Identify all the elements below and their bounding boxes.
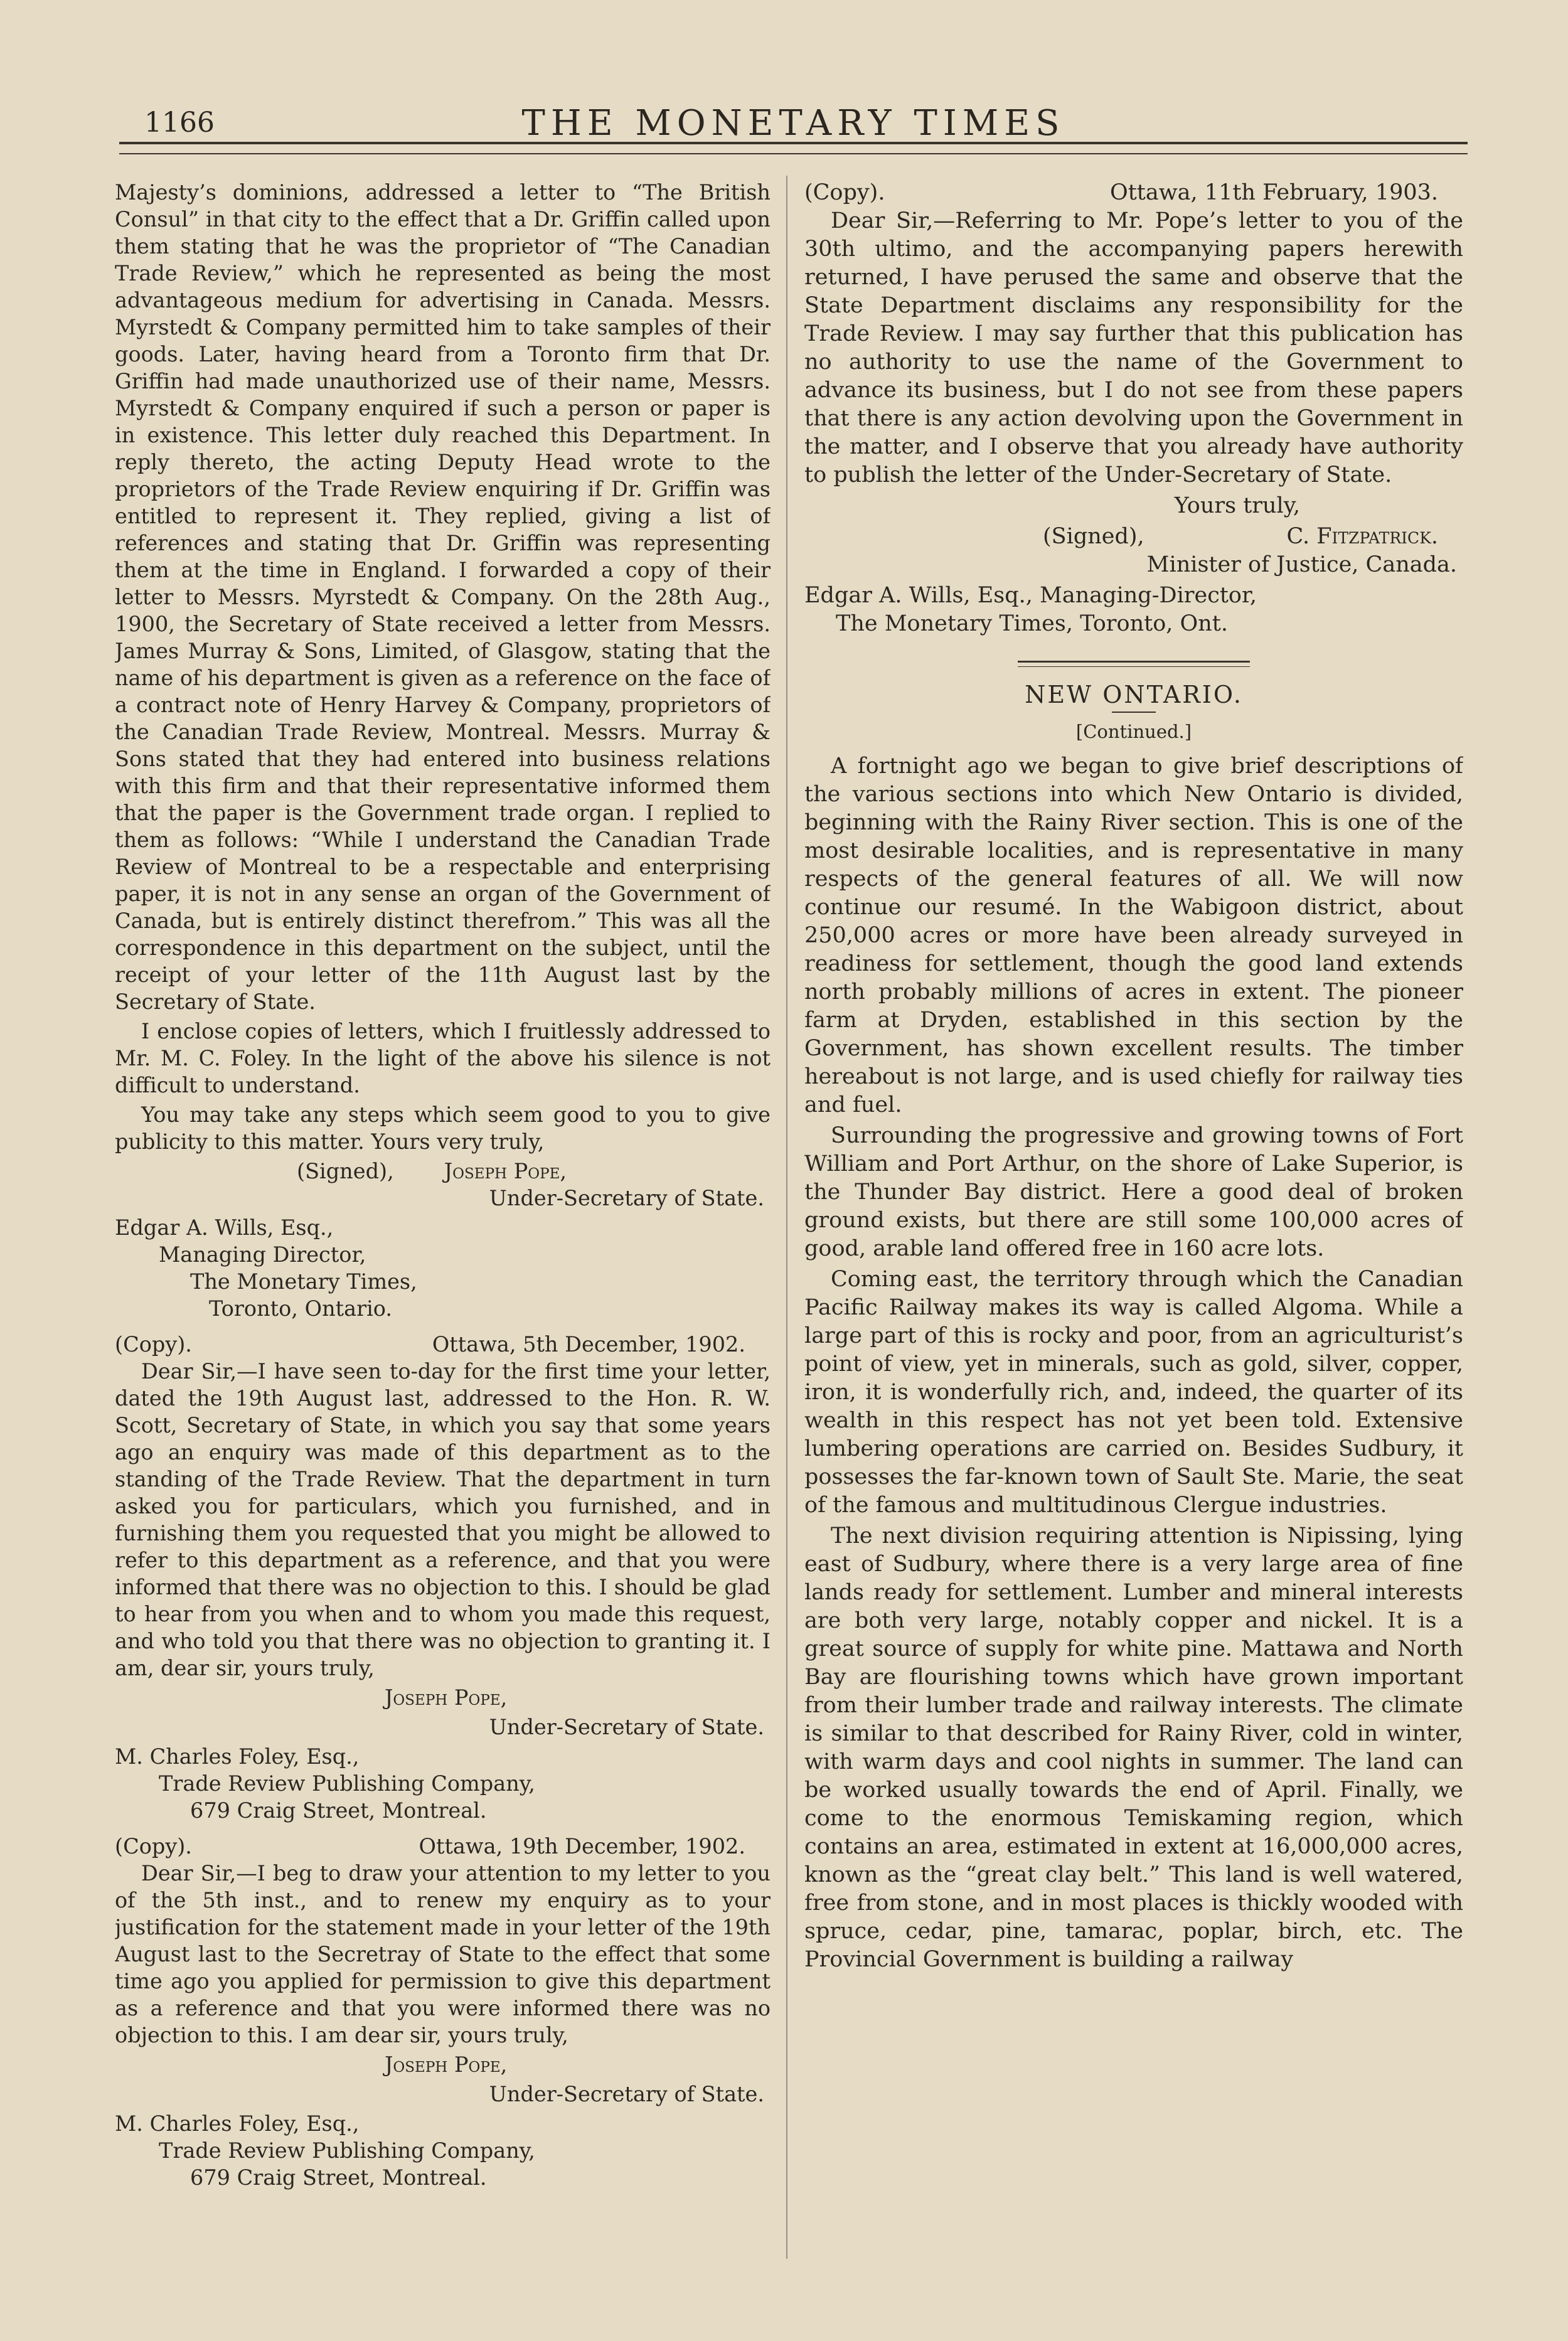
letter-heading <box>115 1331 771 1358</box>
signatory-name: Joseph Pope, <box>385 2052 508 2077</box>
article-paragraph: The next division requiring attention is Nipissing, lying east of Sudbury, where there is a very large area of fine lands ready for settlement. Lumber and mineral interests are both very large, notably copper and nickel. It is a great source of supply for white pine. Mattawa and North Bay are flourishing towns which have grown important from their lumber trade and railway interests. The climate is similar to that described for Rainy River, cold in winter, with warm days and cool nights in summer. The land can be worked usually towards the end of April. Finally, we come to the enormous Temiskaming region, which contains an area, estimated in extent at 16,000,000 acres, known as the “great clay belt.” This land is well watered, free from stone, and in most places is thickly wooded with spruce, cedar, pine, tamarac, poplar, birch, etc. The Provincial Government is building a railway <box>804 1523 1463 1972</box>
letter-paragraph: You may take any steps which seem good to you to give publicity to this matter. Yours very truly, <box>115 1102 771 1154</box>
address-line: Trade Review Publishing Company, <box>159 1771 535 1796</box>
copy-label: (Copy). <box>804 180 885 205</box>
address-line: Edgar A. Wills, Esq., Managing-Director, <box>804 583 1257 608</box>
closing-line: Yours truly, <box>1174 493 1300 518</box>
address-line: Edgar A. Wills, Esq., <box>115 1215 334 1240</box>
address-line: Toronto, Ontario. <box>209 1296 393 1321</box>
address-line: 679 Craig Street, Montreal. <box>190 1798 487 1823</box>
signatory-title: Under-Secretary of State. <box>489 1715 764 1739</box>
address-line: M. Charles Foley, Esq., <box>115 1744 360 1769</box>
signatory-title: Under-Secretary of State. <box>489 2082 764 2106</box>
article-paragraph: Surrounding the progressive and growing towns of Fort William and Port Arthur, on the shore of Lake Superior, is the Thunder Bay district. Here a good deal of broken ground exists, but there are still some 100,000 acres of good, arable land offered free in 160 acre lots. <box>804 1123 1463 1261</box>
address-line: Trade Review Publishing Company, <box>159 2138 535 2163</box>
signatory-title: Under-Secretary of State. <box>489 1186 764 1210</box>
address-line: The Monetary Times, Toronto, Ont. <box>836 611 1228 636</box>
signatory-name: Joseph Pope, <box>385 1685 508 1710</box>
letter-paragraph: Majesty’s dominions, addressed a letter to “The British Consul” in that city to the effect that a Dr. Griffin called upon them stating that he was the proprietor of “The Canadian Trade Review,” which he represented as being the most advantageous medium for advertising in Canada. Messrs. Myrstedt & Company permitted him to take samples of their goods. Later, having heard from a Toronto firm that Dr. Griffin had made unauthorized use of their name, Messrs. Myrstedt & Company enquired if such a person or paper is in existence. This letter duly reached this Department. In reply thereto, the acting Deputy Head wrote to the proprietors of the Trade Review enquiring if Dr. Griffin was entitled to represent it. They replied, giving a list of references and stating that Dr. Griffin was representing them at the time in England. I forwarded a copy of their letter to Messrs. Myrstedt & Company. On the 28th Aug., 1900, the Secretary of State received a letter from Messrs. James Murray & Sons, Limited, of Glasgow, stating that the name of his department is given as a reference on the face of a contract note of Henry Harvey & Company, proprietors of the Canadian Trade Review, Montreal. Messrs. Murray & Sons stated that they had entered into business relations with this firm and that their representative informed them that the paper is the Government trade organ. I replied to them as follows: “While I understand the Canadian Trade Review of Montreal to be a respectable and enterprising paper, it is not in any sense an organ of the Government of Canada, but is entirely distinct therefrom.” This was all the correspondence in this department on the subject, until the receipt of your letter of the 11th August last by the Secretary of State. <box>115 180 771 1014</box>
letter-paragraph: Dear Sir,—Referring to Mr. Pope’s letter to you of the 30th ultimo, and the accompanying papers herewith returned, I have perused the same and observe that the State Department disclaims any responsibility for the Trade Review. I may say further that this publication has no authority to use the name of the Government to advance its business, but I do not see from these papers that there is any action devolving upon the Government in the matter, and I observe that you already have authority to publish the letter of the Under-Secretary of State. <box>804 208 1463 488</box>
signatory-title: Minister of Justice, Canada. <box>1146 552 1457 577</box>
heading-underline <box>1112 712 1156 713</box>
letter-paragraph: Dear Sir,—I beg to draw your attention to my letter to you of the 5th inst., and to renew my enquiry as to your justification for the statement made in your letter of the 19th August last to the Secretray of State to the effect that some time ago you applied for permission to give this department as a reference and that you were informed there was no objection to this. I am dear sir, yours truly, <box>115 1861 771 2047</box>
signed-label: (Signed), <box>297 1159 394 1183</box>
article-paragraph: A fortnight ago we began to give brief descriptions of the various sections into which New Ontario is divided, beginning with the Rainy River section. This is one of the most desirable localities, and is representative in many respects of the general features of all. We will now continue our resumé. In the Wabigoon district, about 250,000 acres or more have been already surveyed in readiness for settlement, though the good land extends north probably millions of acres in extent. The pioneer farm at Dryden, established in this section by the Government, has shown excellent results. The timber hereabout is not large, and is used chiefly for railway ties and fuel. <box>804 754 1463 1117</box>
section-rule <box>1018 661 1250 667</box>
letter-date: Ottawa, 5th December, 1902. <box>432 1332 745 1357</box>
letter-paragraph: Dear Sir,—I have seen to-day for the first time your letter, dated the 19th August last, addressed to the Hon. R. W. Scott, Secretary of State, in which you say that some years ago an enquiry was made of this department as to the standing of the Trade Review. That the department in turn asked you for particulars, which you furnished, and in furnishing them you requested that you might be allowed to refer to this department as a reference, and that you were informed that there was no objection to this. I should be glad to hear from you when and to whom you made this request, and who told you that there was no objection to granting it. I am, dear sir, yours truly, <box>115 1359 771 1680</box>
address-block <box>115 1743 771 1824</box>
page-number: 1166 <box>144 107 215 139</box>
letter-heading <box>115 1833 771 1860</box>
address-line: 679 Craig Street, Montreal. <box>190 2165 487 2190</box>
letter-date: Ottawa, 19th December, 1902. <box>419 1834 745 1858</box>
letter-heading <box>804 179 1463 207</box>
signature-row <box>115 1158 771 1185</box>
column-divider <box>786 176 787 2259</box>
letter-date: Ottawa, 11th February, 1903. <box>1110 180 1438 205</box>
address-block <box>115 2110 771 2191</box>
article-paragraph: Coming east, the territory through which the Canadian Pacific Railway makes its way is called Algoma. While a large part of this is rocky and poor, from an agriculturist’s point of view, yet in minerals, such as gold, silver, copper, iron, it is wonderfully rich, and, indeed, the quarter of its wealth in this respect has not yet been told. Extensive lumbering operations are carried on. Besides Sudbury, it possesses the far-known town of Sault Ste. Marie, the seat of the famous and multitudinous Clergue industries. <box>804 1267 1463 1518</box>
signatory-name: Joseph Pope, <box>444 1159 567 1183</box>
address-line: M. Charles Foley, Esq., <box>115 2111 360 2136</box>
masthead-title: THE MONETARY TIMES <box>521 103 1065 144</box>
right-column <box>804 179 1463 2268</box>
address-block <box>115 1214 771 1322</box>
signatory-name: C. Fitzpatrick. <box>1286 524 1438 549</box>
signed-label: (Signed), <box>1043 524 1144 549</box>
address-line: The Monetary Times, <box>190 1269 417 1294</box>
header-double-rule <box>119 142 1468 154</box>
copy-label: (Copy). <box>115 1834 192 1858</box>
letter-paragraph: I enclose copies of letters, which I fruitlessly addressed to Mr. M. C. Foley. In the light of the above his silence is not difficult to understand. <box>115 1019 771 1097</box>
continued-note: [Continued.] <box>1075 721 1192 742</box>
section-heading: NEW ONTARIO. <box>1025 681 1243 708</box>
copy-label: (Copy). <box>115 1332 192 1357</box>
address-line: Managing Director, <box>159 1242 366 1267</box>
address-block <box>804 582 1463 638</box>
signature-row <box>804 523 1438 551</box>
left-column <box>115 179 771 2262</box>
